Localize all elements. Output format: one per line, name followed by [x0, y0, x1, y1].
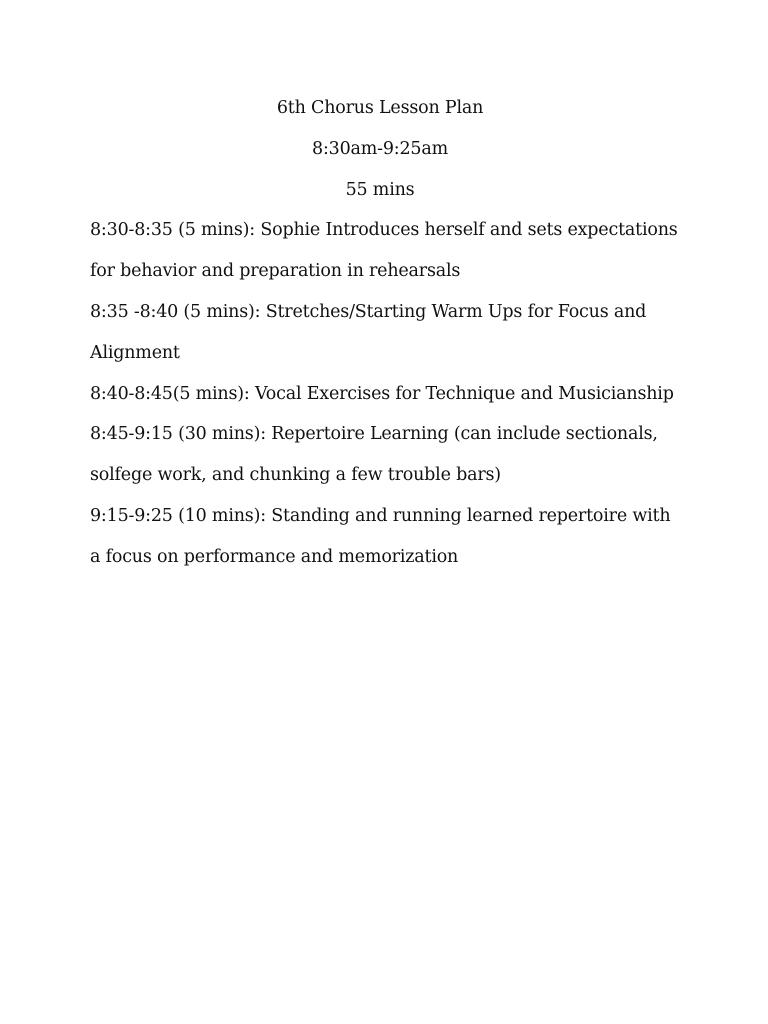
document-body	[90, 88, 690, 578]
lesson-duration: 55 mins	[345, 179, 415, 200]
lesson-time-range: 8:30am-9:25am	[312, 138, 448, 159]
schedule-item-stretches: 8:35 -8:40 (5 mins): Stretches/Starting Warm Ups for Focus and Alignment	[90, 301, 647, 363]
schedule-item-repertoire-learning: 8:45-9:15 (30 mins): Repertoire Learning (can include sectionals, solfege work, and chunking a few trouble bars)	[90, 424, 658, 486]
schedule-item-vocal-exercises: 8:40-8:45(5 mins): Vocal Exercises for Technique and Musicianship	[90, 383, 674, 404]
schedule-item-introduction: 8:30-8:35 (5 mins): Sophie Introduces herself and sets expectations for behavior and preparation in rehearsals	[90, 220, 678, 282]
document-title: 6th Chorus Lesson Plan	[276, 98, 484, 118]
schedule-item-performance-run: 9:15-9:25 (10 mins): Standing and running learned repertoire with a focus on performance and memorization	[90, 505, 671, 567]
